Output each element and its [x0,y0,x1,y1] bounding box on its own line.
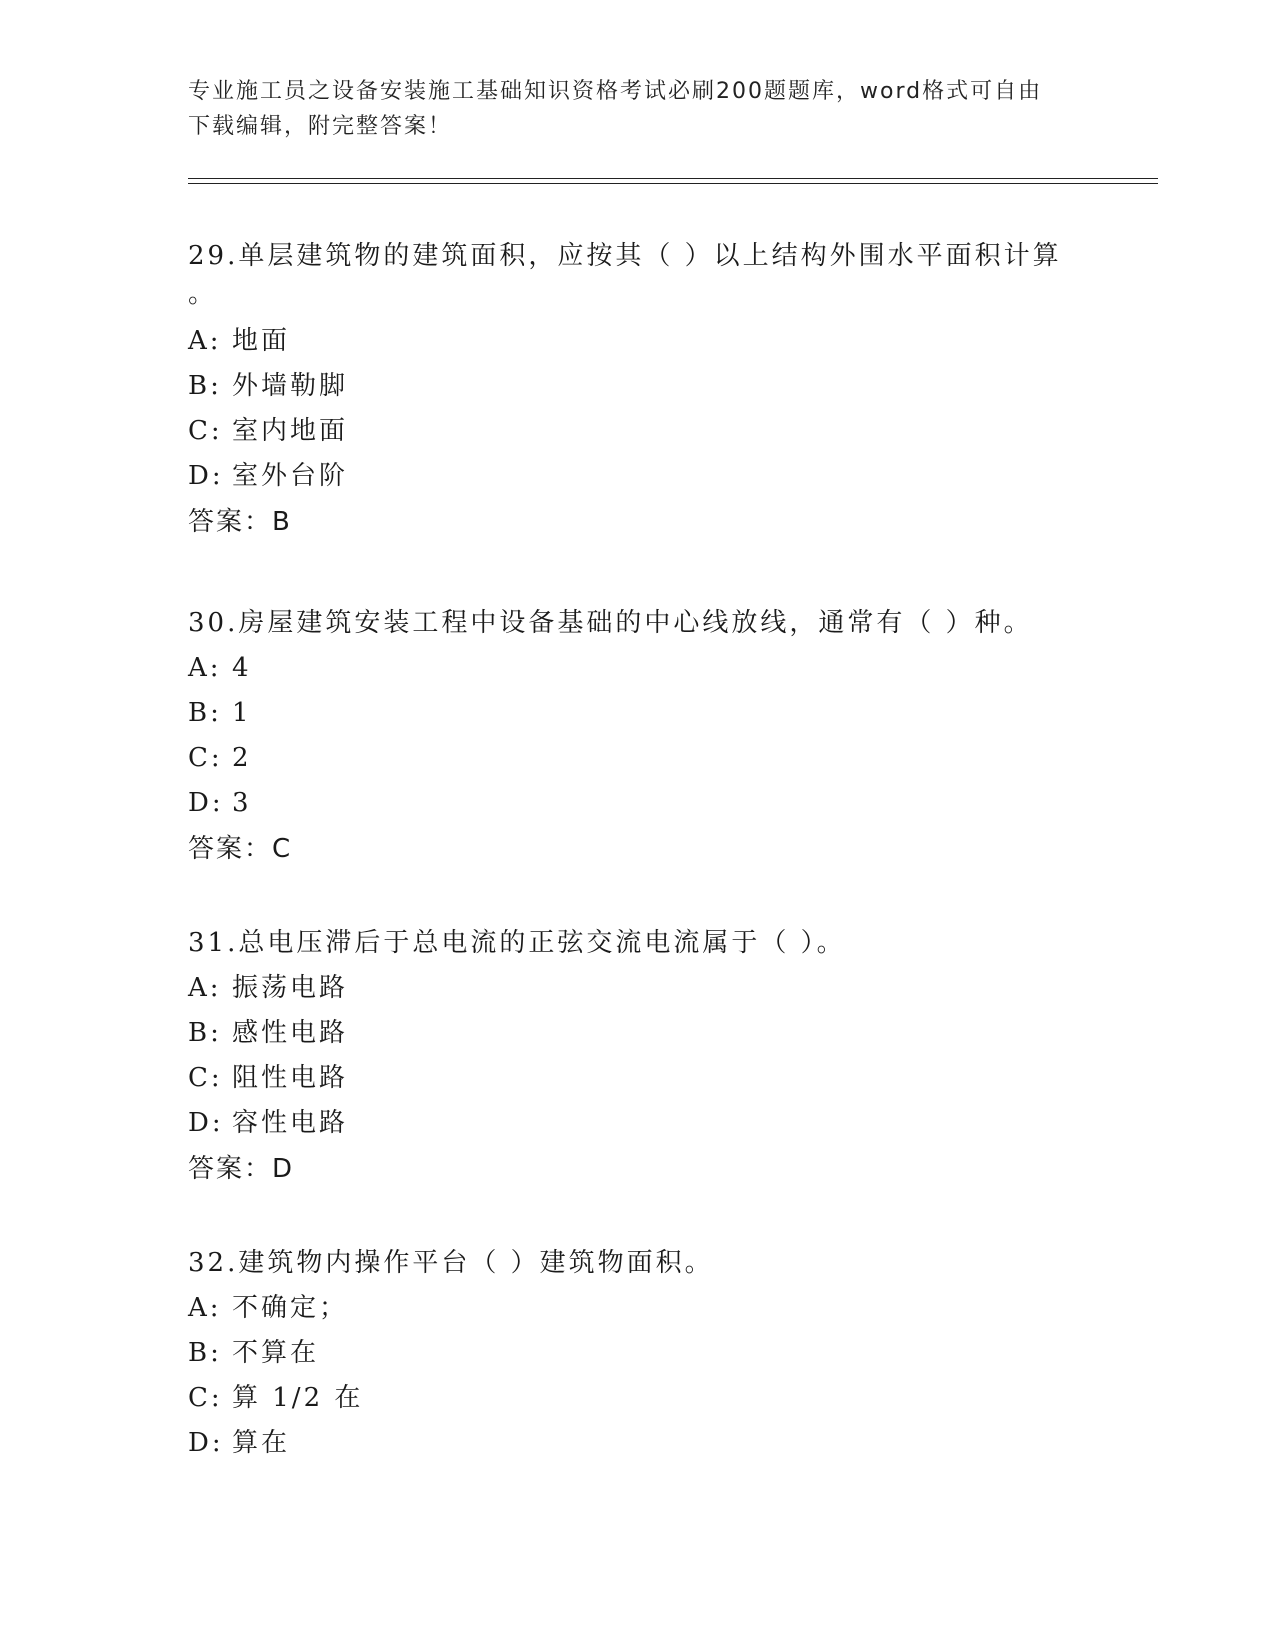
option-text: 不算在 [232,1338,320,1368]
answer-line: 答案：D [188,1154,295,1184]
document-header [188,74,1088,144]
question-text-continuation: 。 [188,279,218,309]
option-text: 阻性电路 [232,1063,349,1093]
option-text: 算 1/2 在 [232,1383,364,1413]
option-key: D: [188,1108,224,1138]
option-a [188,1286,1088,1331]
option-key: D: [188,461,224,491]
option-d [188,1101,1088,1146]
answer-line: 答案：C [188,834,293,864]
option-c [188,1376,1088,1421]
option-text: 算在 [232,1428,291,1458]
header-line-1: 专业施工员之设备安装施工基础知识资格考试必刷200题题库，word格式可自由 [188,79,1043,104]
option-text: 3 [232,788,252,818]
question-30 [188,600,1088,872]
option-key: B: [188,1338,222,1368]
question-32 [188,1240,1088,1466]
option-b [188,691,1088,736]
question-text: 32.建筑物内操作平台（ ）建筑物面积。 [188,1248,714,1278]
option-c [188,1056,1088,1101]
option-key: A: [188,1293,222,1323]
option-key: C: [188,743,223,773]
option-text: 2 [232,743,252,773]
option-a [188,966,1088,1011]
option-key: C: [188,416,223,446]
option-key: A: [188,973,222,1003]
option-text: 不确定； [232,1293,349,1323]
option-b [188,1011,1088,1056]
option-text: 地面 [232,326,291,356]
option-key: D: [188,1428,224,1458]
option-text: 1 [232,698,252,728]
option-c [188,736,1088,781]
question-text: 31.总电压滞后于总电流的正弦交流电流属于（ ）。 [188,928,846,958]
option-key: B: [188,698,222,728]
option-text: 容性电路 [232,1108,349,1138]
header-divider-bottom [188,183,1158,184]
option-key: C: [188,1063,223,1093]
option-text: 外墙勒脚 [232,371,349,401]
option-c [188,409,1088,454]
option-b [188,1331,1088,1376]
option-b [188,364,1088,409]
option-d [188,454,1088,499]
question-text: 29.单层建筑物的建筑面积，应按其（ ）以上结构外围水平面积计算 [188,241,1062,271]
option-text: 感性电路 [232,1018,349,1048]
option-text: 室内地面 [232,416,349,446]
option-key: C: [188,1383,223,1413]
option-text: 振荡电路 [232,973,349,1003]
header-line-2: 下载编辑，附完整答案！ [188,114,453,139]
option-key: A: [188,326,222,356]
option-text: 室外台阶 [232,461,349,491]
option-text: 4 [232,653,252,683]
option-key: B: [188,371,222,401]
question-29 [188,233,1088,545]
option-a [188,319,1088,364]
option-key: D: [188,788,224,818]
question-text: 30.房屋建筑安装工程中设备基础的中心线放线，通常有（ ）种。 [188,608,1033,638]
question-31 [188,920,1088,1192]
option-d [188,1421,1088,1466]
header-divider-top [188,178,1158,179]
option-key: A: [188,653,222,683]
option-key: B: [188,1018,222,1048]
answer-line: 答案：B [188,507,292,537]
option-d [188,781,1088,826]
option-a [188,646,1088,691]
